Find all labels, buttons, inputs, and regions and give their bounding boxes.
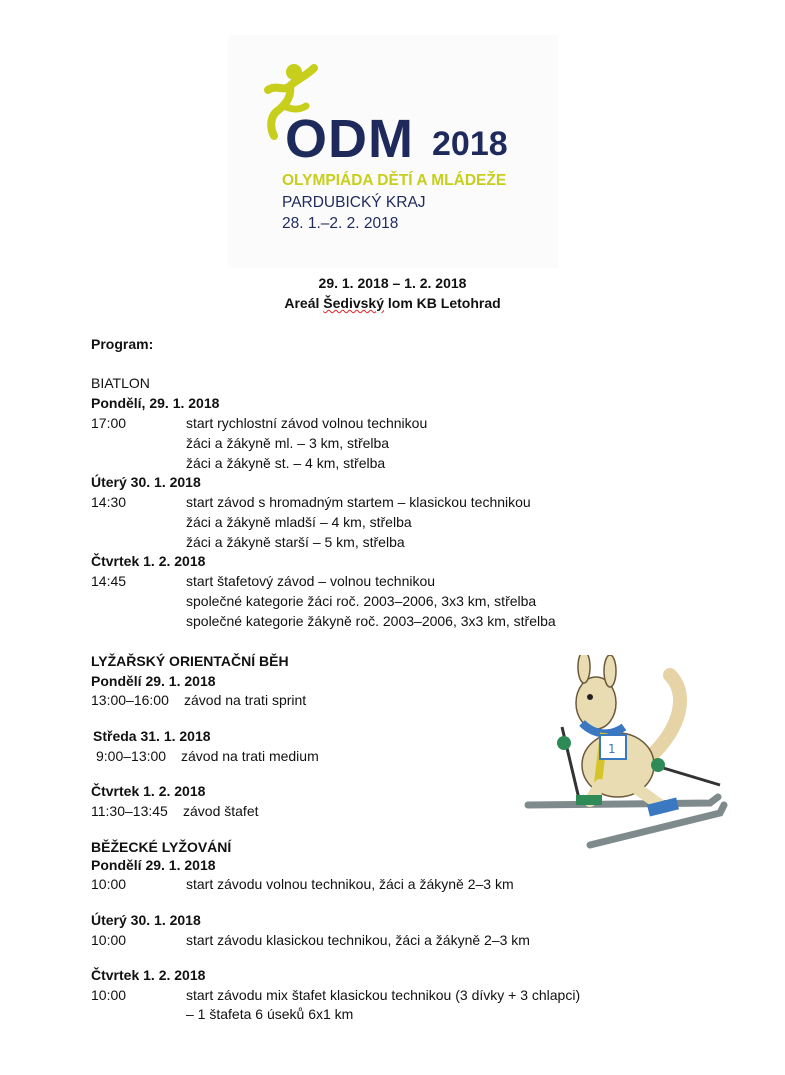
program-label: Program: [91,336,154,352]
logo-brand: ODM [285,109,414,169]
time: 10:00 [91,876,127,892]
venue-underlined: Šedivský [323,295,384,311]
section-title-biatlon: BIATLON [91,375,150,391]
day-heading: Úterý 30. 1. 2018 [91,912,201,928]
venue [0,294,785,312]
event-line: start závodu volnou technikou, žáci a žákyně 2–3 km [186,876,514,892]
event-line: start závod s hromadným startem – klasickou technikou [186,494,531,510]
svg-text:1: 1 [608,742,616,756]
event-line: start závodu mix štafet klasickou technikou (3 dívky + 3 chlapci) [186,987,581,1003]
event-line: start závodu klasickou technikou, žáci a žákyně 2–3 km [186,932,530,948]
day-heading: Čtvrtek 1. 2. 2018 [91,783,206,799]
event-line: start rychlostní závod volnou technikou [186,415,428,431]
event-line: žáci a žákyně ml. – 3 km, střelba [186,435,390,451]
section-title-lob: LYŽAŘSKÝ ORIENTAČNÍ BĚH [91,653,289,669]
day-heading: Úterý 30. 1. 2018 [91,474,201,490]
day-heading: Čtvrtek 1. 2. 2018 [91,553,206,569]
day-heading: Pondělí, 29. 1. 2018 [91,395,220,411]
event-line: závod na trati sprint [184,692,307,708]
time: 14:45 [91,573,127,589]
event-line: žáci a žákyně st. – 4 km, střelba [186,455,386,471]
time: 17:00 [91,415,127,431]
time: 10:00 [91,932,127,948]
day-heading: Pondělí 29. 1. 2018 [91,857,216,873]
event-line: žáci a žákyně mladší – 4 km, střelba [186,514,412,530]
logo-subtitle: OLYMPIÁDA DĚTÍ A MLÁDEŽE [282,172,507,189]
time: 9:00–13:00 [96,748,167,764]
event-line: společné kategorie žáci roč. 2003–2006, 3x3 km, střelba [186,593,537,609]
time: 11:30–13:45 [91,803,168,819]
logo-year: 2018 [432,125,508,163]
date-range: 29. 1. 2018 – 1. 2. 2018 [318,275,467,291]
venue-suffix: lom KB Letohrad [383,295,501,311]
day-heading: Pondělí 29. 1. 2018 [91,673,216,689]
event-line: závod na trati medium [181,748,319,764]
event-line: společné kategorie žákyně roč. 2003–2006, 3x3 km, střelba [186,613,556,629]
event-line: – 1 štafeta 6 úseků 6x1 km [186,1006,354,1022]
time: 13:00–16:00 [91,692,169,708]
day-heading: Středa 31. 1. 2018 [93,728,211,744]
logo-dates: 28. 1.–2. 2. 2018 [282,215,399,232]
event-line: žáci a žákyně starší – 5 km, střelba [186,534,405,550]
event-line: závod štafet [183,803,259,819]
event-line: start štafetový závod – volnou technikou [186,573,436,589]
kangaroo-skier-mascot-icon [520,655,730,860]
time: 10:00 [91,987,127,1003]
time: 14:30 [91,494,127,510]
day-heading: Čtvrtek 1. 2. 2018 [91,967,206,983]
section-title-bezecke: BĚŽECKÉ LYŽOVÁNÍ [91,839,232,855]
logo-region: PARDUBICKÝ KRAJ [282,194,426,211]
venue-prefix: Areál [284,295,324,311]
